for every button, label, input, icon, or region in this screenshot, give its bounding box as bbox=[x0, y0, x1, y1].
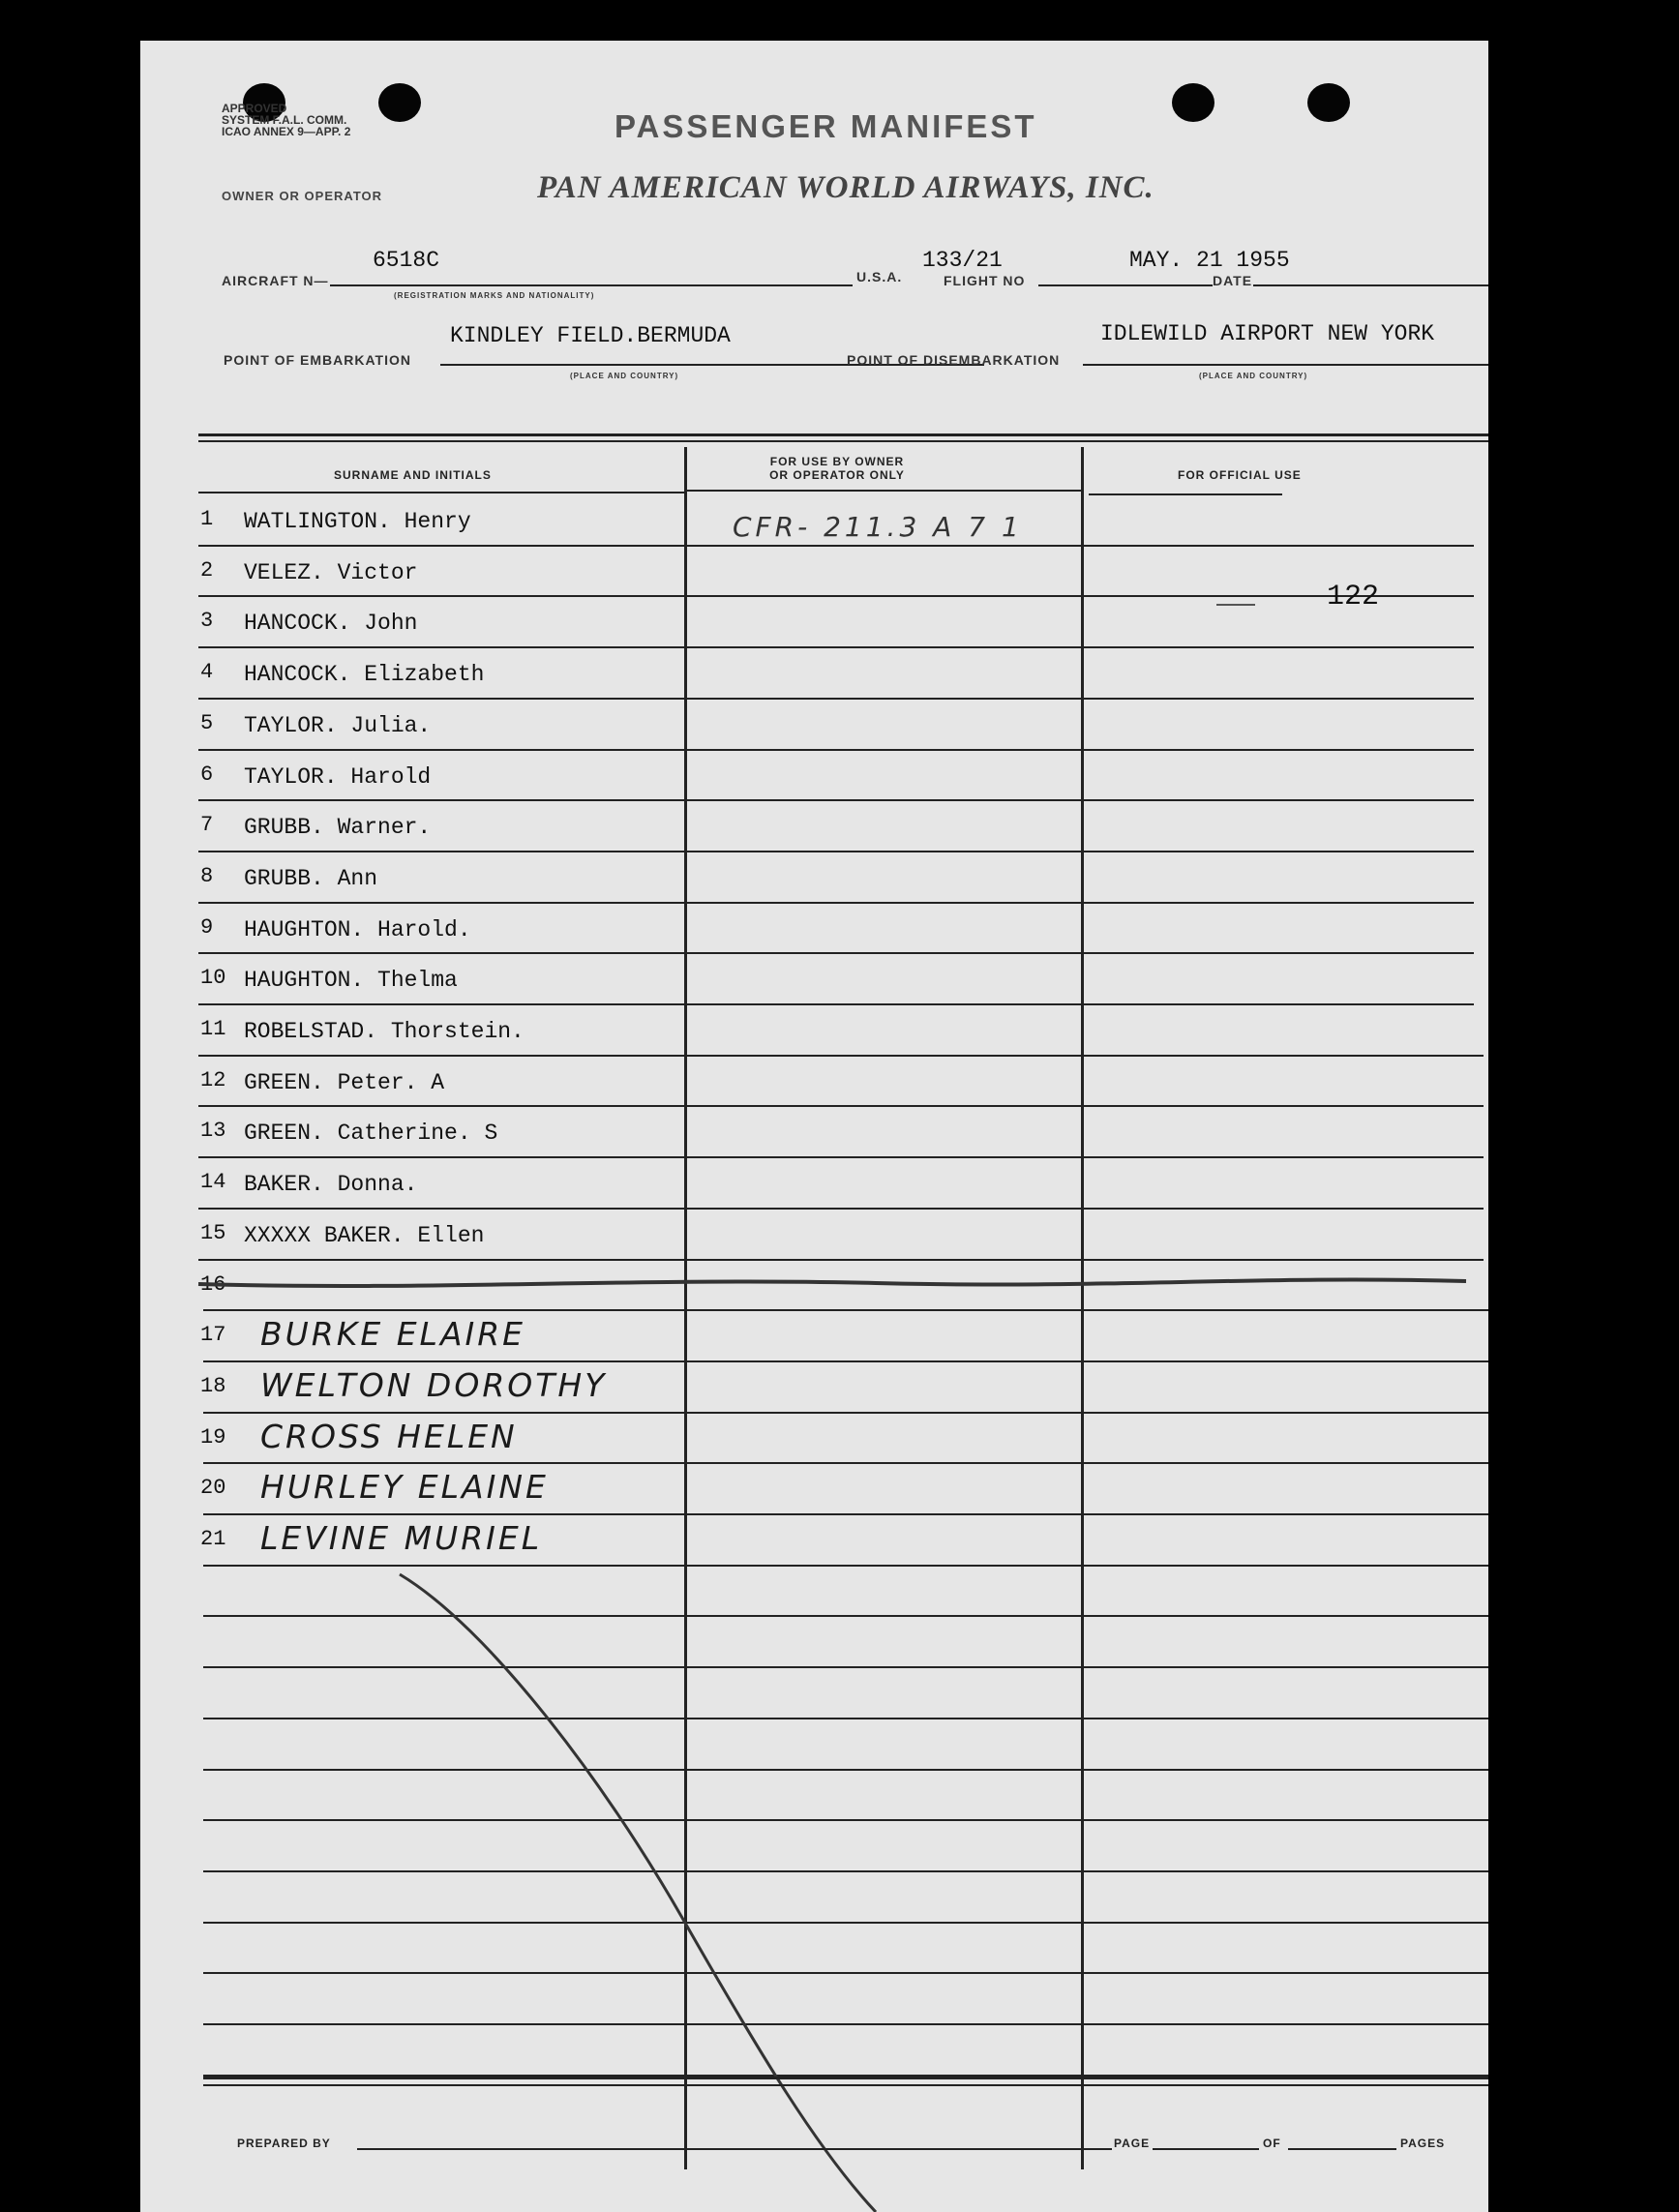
owner-use-note: CFR- 211.3 A 7 1 bbox=[733, 511, 1023, 543]
row-number: 4 bbox=[200, 660, 214, 684]
registration-note: (REGISTRATION MARKS AND NATIONALITY) bbox=[394, 291, 595, 300]
approval-line: SYSTEM F.A.L. COMM. bbox=[222, 113, 347, 127]
owner-use-header-line: FOR USE BY OWNER bbox=[769, 455, 905, 468]
row-number: 14 bbox=[200, 1170, 226, 1194]
owner-use-header-line: OR OPERATOR ONLY bbox=[769, 468, 905, 482]
passenger-name: WELTON DOROTHY bbox=[260, 1366, 608, 1404]
passenger-name: HANCOCK. Elizabeth bbox=[244, 662, 485, 687]
passenger-name: BAKER. Donna. bbox=[244, 1172, 418, 1197]
embark-place-note: (PLACE AND COUNTRY) bbox=[570, 372, 679, 380]
manifest-sheet bbox=[140, 41, 1488, 2212]
prepared-by-label: PREPARED BY bbox=[237, 2137, 331, 2150]
row-number: 8 bbox=[200, 864, 214, 888]
page-label: PAGE bbox=[1114, 2137, 1151, 2150]
date-label: DATE bbox=[1213, 273, 1253, 288]
prepared-by-underline bbox=[357, 2148, 1112, 2150]
pages-label: PAGES bbox=[1400, 2137, 1446, 2150]
passenger-name: TAYLOR. Harold bbox=[244, 764, 432, 790]
official-use-header: FOR OFFICIAL USE bbox=[1178, 468, 1302, 482]
row-number: 5 bbox=[200, 711, 214, 735]
annotation-strokes bbox=[140, 41, 1488, 2212]
row-number: 2 bbox=[200, 558, 214, 583]
row-number: 7 bbox=[200, 813, 214, 837]
row-number: 1 bbox=[200, 507, 214, 531]
row-number: 15 bbox=[200, 1221, 226, 1245]
disembark-value: IDLEWILD AIRPORT NEW YORK bbox=[1100, 321, 1435, 346]
aircraft-label: AIRCRAFT N— bbox=[222, 273, 329, 288]
row-number: 13 bbox=[200, 1119, 226, 1143]
embark-value: KINDLEY FIELD.BERMUDA bbox=[450, 323, 731, 348]
of-underline bbox=[1288, 2148, 1396, 2150]
passenger-name: WATLINGTON. Henry bbox=[244, 509, 471, 534]
operator-name: PAN AMERICAN WORLD AIRWAYS, INC. bbox=[537, 170, 1154, 205]
page-underline bbox=[1153, 2148, 1259, 2150]
row-number: 17 bbox=[200, 1323, 226, 1347]
passenger-name: BURKE ELAIRE bbox=[260, 1315, 526, 1353]
row-number: 21 bbox=[200, 1527, 226, 1551]
passenger-name: HURLEY ELAINE bbox=[260, 1468, 549, 1506]
passenger-name: GREEN. Peter. A bbox=[244, 1070, 445, 1095]
table-bottom-rule bbox=[203, 2077, 1488, 2079]
form-title: PASSENGER MANIFEST bbox=[615, 108, 1037, 144]
row-16-strikeout bbox=[198, 1279, 1466, 1286]
date-value: MAY. 21 1955 bbox=[1129, 248, 1290, 273]
row-number: 18 bbox=[200, 1374, 226, 1398]
row-number: 3 bbox=[200, 609, 214, 633]
row-number: 6 bbox=[200, 762, 214, 787]
aircraft-value: 6518C bbox=[373, 248, 440, 273]
disembark-place-note: (PLACE AND COUNTRY) bbox=[1199, 372, 1308, 380]
passenger-name: HAUGHTON. Thelma bbox=[244, 968, 458, 993]
official-use-note: 122 bbox=[1327, 581, 1380, 613]
diagonal-pencil-stroke bbox=[400, 1574, 876, 2212]
flight-label: FLIGHT NO bbox=[944, 273, 1026, 288]
passenger-name: CROSS HELEN bbox=[260, 1418, 518, 1455]
row-number: 16 bbox=[200, 1272, 226, 1297]
owner-label: OWNER OR OPERATOR bbox=[222, 189, 383, 203]
approval-line: APPROVED bbox=[222, 102, 287, 115]
row-number: 19 bbox=[200, 1425, 226, 1450]
row-number: 9 bbox=[200, 915, 214, 940]
flight-value: 133/21 bbox=[922, 248, 1003, 273]
usa-label: U.S.A. bbox=[856, 269, 903, 284]
row-number: 11 bbox=[200, 1017, 226, 1041]
passenger-name: HAUGHTON. Harold. bbox=[244, 917, 471, 942]
passenger-name: ROBELSTAD. Thorstein. bbox=[244, 1019, 525, 1044]
passenger-name: HANCOCK. John bbox=[244, 611, 418, 636]
row-number: 10 bbox=[200, 966, 226, 990]
table-bottom-rule bbox=[203, 2084, 1488, 2086]
embark-label: POINT OF EMBARKATION bbox=[224, 352, 411, 368]
passenger-name: GRUBB. Ann bbox=[244, 866, 378, 891]
passenger-name: XXXXX BAKER. Ellen bbox=[244, 1223, 485, 1248]
passenger-name: LEVINE MURIEL bbox=[260, 1519, 543, 1557]
disembark-label: POINT OF DISEMBARKATION bbox=[847, 352, 1061, 368]
approval-line: ICAO ANNEX 9—APP. 2 bbox=[222, 125, 351, 138]
surname-header: SURNAME AND INITIALS bbox=[334, 468, 492, 482]
passenger-name: TAYLOR. Julia. bbox=[244, 713, 432, 738]
passenger-name: VELEZ. Victor bbox=[244, 560, 418, 585]
of-label: OF bbox=[1263, 2137, 1281, 2150]
row-number: 12 bbox=[200, 1068, 226, 1092]
passenger-name: GREEN. Catherine. S bbox=[244, 1121, 498, 1146]
passenger-name: GRUBB. Warner. bbox=[244, 815, 432, 840]
row-number: 20 bbox=[200, 1476, 226, 1500]
